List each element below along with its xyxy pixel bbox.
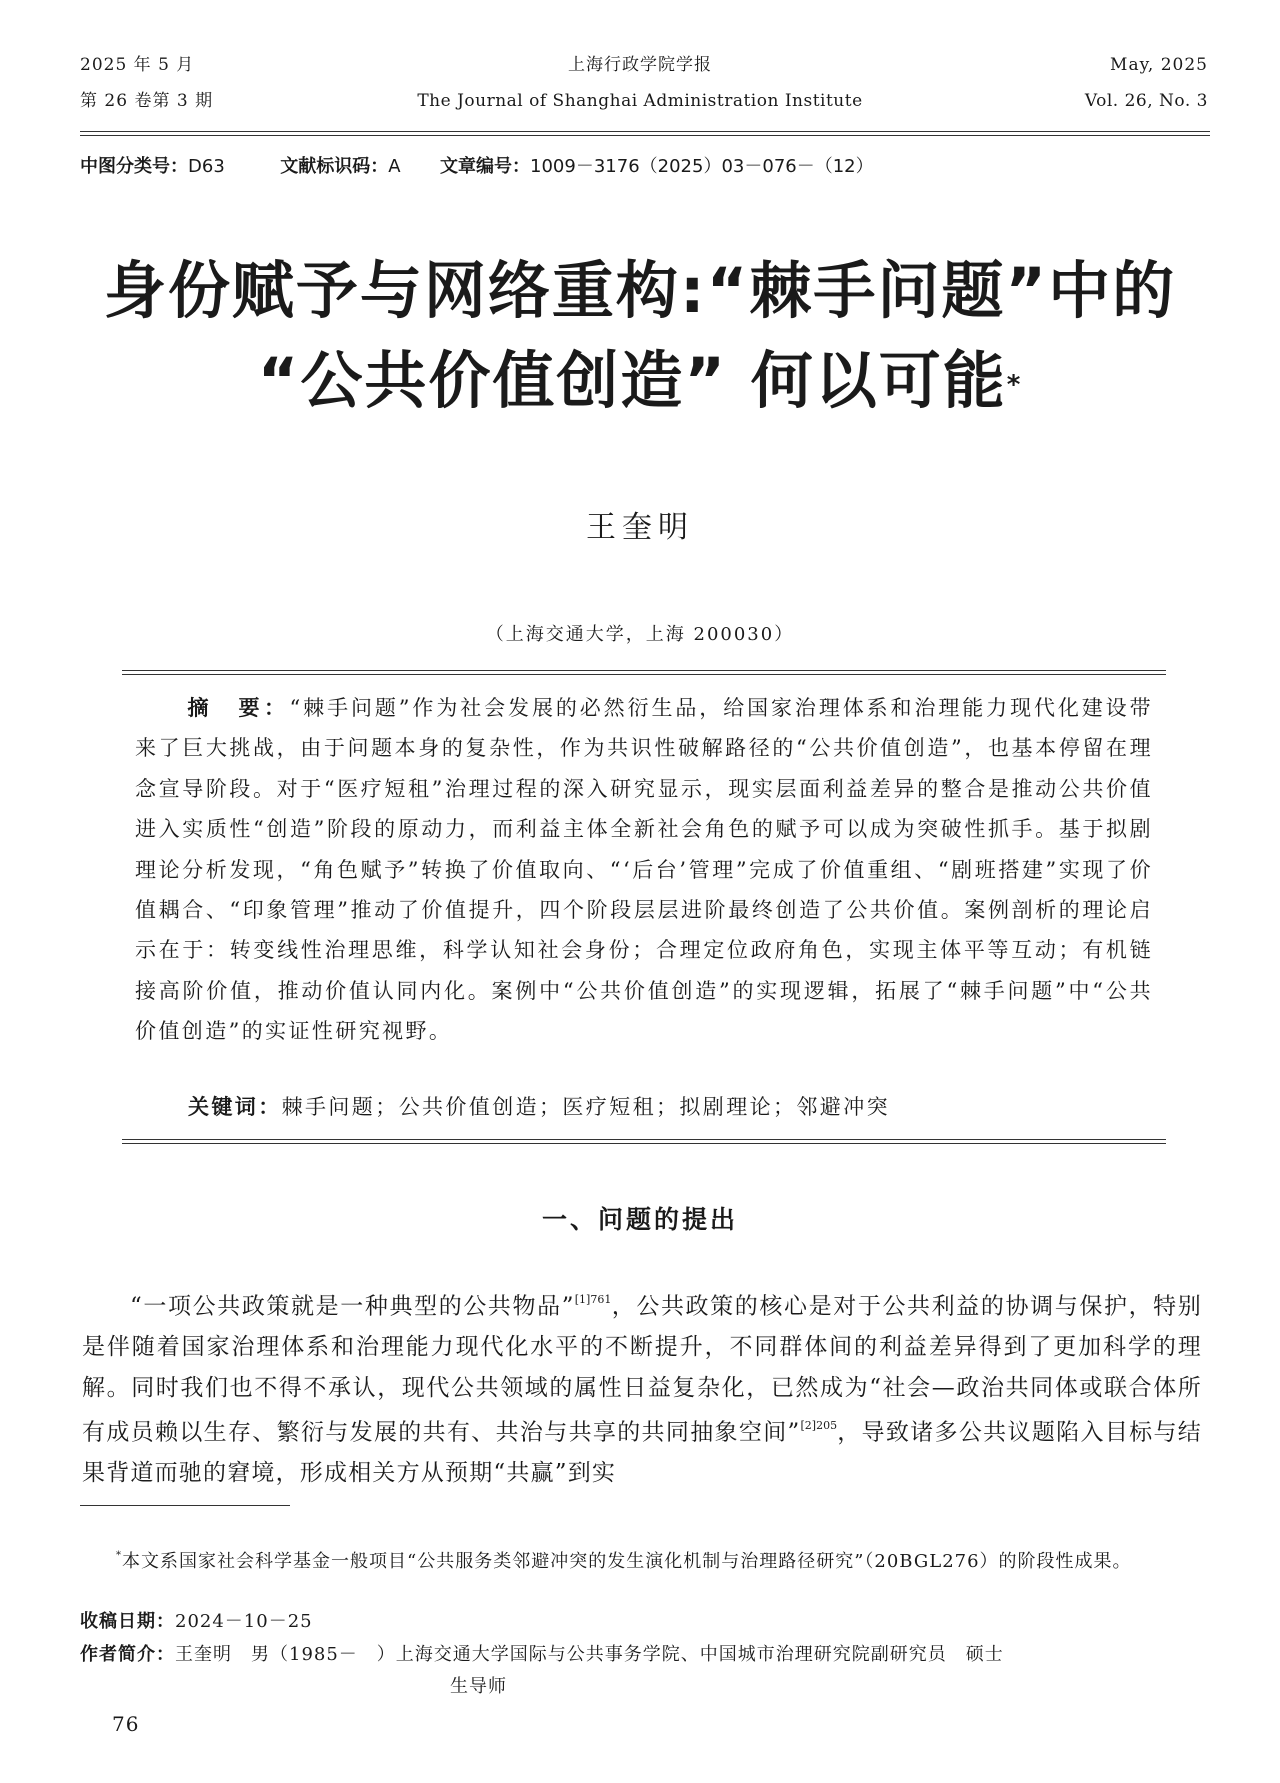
body-paragraph [82,1282,1202,1494]
section-heading: 一、问题的提出 [541,1205,738,1234]
title-line-2 [60,338,1220,424]
keywords-label: 关键词： [188,1095,282,1119]
abstract-rule-top-1 [122,670,1166,671]
received-date [80,1607,313,1633]
title-footnote-mark: * [1006,370,1023,400]
page-number: 76 [112,1712,140,1736]
received-label: 收稿日期： [80,1611,175,1632]
abstract [135,688,1153,1052]
header-date-cn: 2025 年 5 月 [80,55,195,75]
title-line-2-text: “公共价值创造” 何以可能 [257,344,1007,417]
body-text-2: ，公共政策的核心是对于公共利益的协调与保护，特别是伴随着国家治理体系和治理能力现代化水平的不断提升，不同群体间的利益差异得到了更加科学的理解。同时我们也不得不承认，现代公共领域的属性日益复杂化，已然成为“社会—政治共同体或联合体所有成员赖以生存、繁衍与发展的共有、共治与共享的共同抽象空间” [82,1293,1202,1446]
classification-line [80,152,874,178]
header-issue-cn: 第 26 卷第 3 期 [80,91,214,111]
title-line-1: 身份赋予与网络重构:“棘手问题”中的 [103,254,1177,327]
funding-text: 本文系国家社会科学基金一般项目“公共服务类邻避冲突的发生演化机制与治理路径研究”（20BGL276）的阶段性成果。 [122,1551,1132,1572]
article-value: 1009－3176（2025）03－076－（12） [530,156,874,177]
doc-label: 文献标识码： [280,156,389,177]
citation-1: [1]761 [574,1293,612,1306]
funding-footnote [80,1542,1210,1577]
received-value: 2024－10－25 [175,1611,313,1632]
abstract-rule-top-2 [122,674,1166,675]
header-rule-top [80,131,1210,132]
clc-label: 中图分类号： [80,156,188,177]
abstract-label: 摘 要： [187,696,290,720]
keywords [188,1091,890,1121]
abstract-rule-bottom-1 [122,1139,1166,1140]
funding-mark: * [116,1550,122,1561]
abstract-text: “棘手问题”作为社会发展的必然衍生品，给国家治理体系和治理能力现代化建设带来了巨大挑战，由于问题本身的复杂性，作为共识性破解路径的“公共价值创造”，也基本停留在理念宣导阶段。对于“医疗短租”治理过程的深入研究显示，现实层面利益差异的整合是推动公共价值进入实质性“创造”阶段的原动力，而利益主体全新社会角色的赋予可以成为突破性抓手。基于拟剧理论分析发现，“角色赋予”转换了价值取向、“‘后台’管理”完成了价值重组、“剧班搭建”实现了价值耦合、“印象管理”推动了价值提升，四个阶段层层进阶最终创造了公共价值。案例剖析的理论启示在于：转变线性治理思维，科学认知社会身份；合理定位政府角色，实现主体平等互动；有机链接高阶价值，推动价值认同内化。案例中“公共价值创造”的实现逻辑，拓展了“棘手问题”中“公共价值创造”的实证性研究视野。 [135,696,1153,1044]
header-rule-bottom [80,135,1210,136]
header-date-en: May, 2025 [1110,55,1208,75]
header-journal-en: The Journal of Shanghai Administration Institute [417,91,863,111]
article-label: 文章编号： [440,156,531,177]
footnote-rule [80,1505,290,1506]
author-name: 王奎明 [586,510,694,545]
author-bio [80,1640,1004,1666]
header-issue-en: Vol. 26, No. 3 [1084,91,1208,111]
bio-line-2: 生导师 [450,1676,507,1697]
bio-line-1: 王奎明 男（1985－ ）上海交通大学国际与公共事务学院、中国城市治理研究院副研究员 硕士 [175,1644,1004,1665]
body-text-3: ，导致诸多公共议题陷入目标与结果背道而驰的窘境，形成相关方从预期“共赢”到实 [82,1419,1203,1487]
keywords-text: 棘手问题；公共价值创造；医疗短租；拟剧理论；邻避冲突 [281,1095,891,1119]
body-text-1: “一项公共政策就是一种典型的公共物品” [130,1293,575,1320]
abstract-rule-bottom-2 [122,1143,1166,1144]
header-journal-cn: 上海行政学院学报 [568,55,712,75]
doc-value: A [388,156,401,177]
affiliation: （上海交通大学，上海 200030） [485,624,795,645]
citation-2: [2]205 [800,1419,838,1433]
bio-label: 作者简介： [80,1644,175,1665]
clc-value: D63 [188,156,225,177]
